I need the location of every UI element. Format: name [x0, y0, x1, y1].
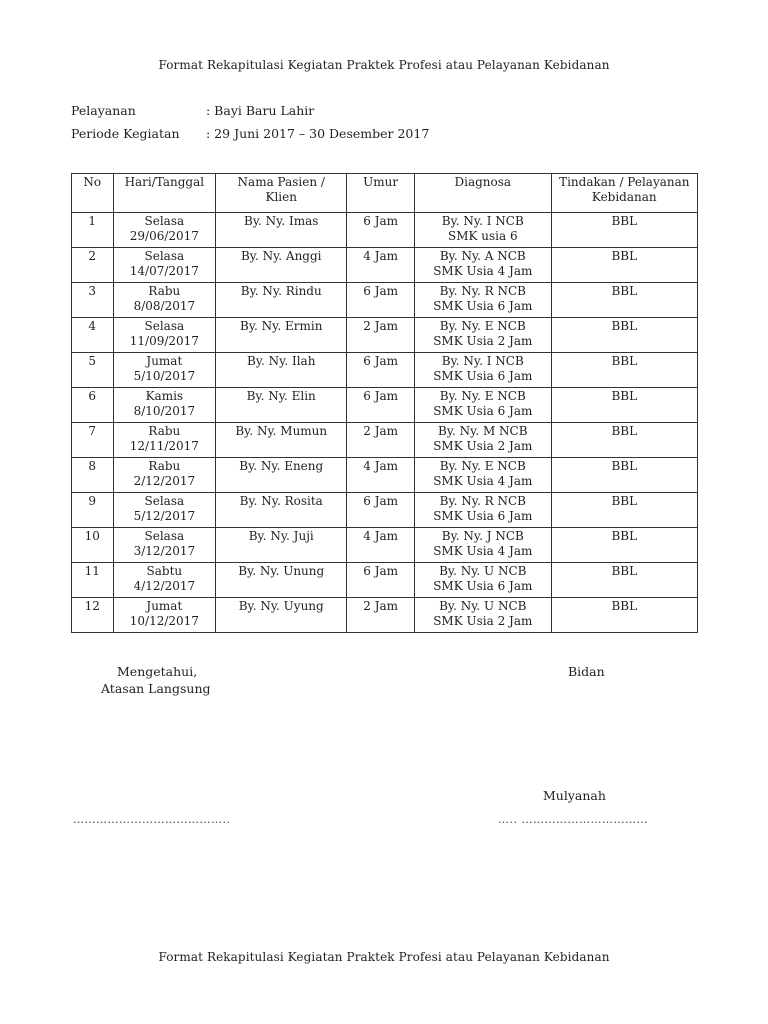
row-nama-pasien: By. Ny. Rosita	[239, 494, 323, 508]
table-cell	[216, 318, 347, 353]
table-cell	[216, 563, 347, 598]
table-cell	[551, 598, 697, 633]
table-row	[72, 563, 698, 598]
row-no: 5	[88, 354, 97, 368]
table-cell	[113, 318, 216, 353]
table-cell	[347, 318, 415, 353]
row-umur: 6 Jam	[363, 389, 399, 403]
row-tanggal: 11/09/2017	[129, 334, 199, 348]
header-nama-line2: Klien	[265, 190, 297, 204]
table-cell	[72, 248, 114, 283]
row-tindakan: BBL	[611, 564, 638, 578]
table-row	[72, 598, 698, 633]
row-diagnosa-line1: By. Ny. R NCB	[439, 494, 526, 508]
row-hari: Selasa	[144, 494, 185, 508]
table-cell	[216, 248, 347, 283]
row-no: 9	[88, 494, 97, 508]
row-no: 12	[84, 599, 100, 613]
table-cell	[551, 353, 697, 388]
row-tindakan: BBL	[611, 599, 638, 613]
row-diagnosa-line1: By. Ny. U NCB	[439, 564, 527, 578]
row-hari: Rabu	[148, 459, 181, 473]
row-nama-pasien: By. Ny. Mumun	[235, 424, 328, 438]
row-nama-pasien: By. Ny. Unung	[238, 564, 325, 578]
row-diagnosa-line2: SMK Usia 2 Jam	[433, 439, 533, 453]
row-no: 2	[88, 249, 97, 263]
header-diagnosa-text: Diagnosa	[454, 175, 512, 189]
table-cell	[347, 563, 415, 598]
footer-title: Format Rekapitulasi Kegiatan Praktek Profesi atau Pelayanan Kebidanan	[158, 950, 610, 964]
header-nama-line1: Nama Pasien /	[237, 175, 325, 189]
row-tindakan: BBL	[611, 354, 638, 368]
bidan-label: Bidan	[568, 664, 605, 679]
row-diagnosa-line2: SMK Usia 6 Jam	[433, 369, 533, 383]
row-hari: Rabu	[148, 424, 181, 438]
row-diagnosa-line1: By. Ny. U NCB	[439, 599, 527, 613]
table-cell	[551, 458, 697, 493]
table-row	[72, 318, 698, 353]
row-tanggal: 3/12/2017	[133, 544, 196, 558]
header-no	[72, 174, 114, 213]
table-cell	[415, 318, 552, 353]
row-tanggal: 12/11/2017	[129, 439, 199, 453]
row-diagnosa-line1: By. Ny. E NCB	[439, 319, 526, 333]
row-nama-pasien: By. Ny. Elin	[246, 389, 316, 403]
table-cell	[551, 213, 697, 248]
table-cell	[72, 388, 114, 423]
row-hari: Selasa	[144, 214, 185, 228]
rekap-table	[71, 173, 698, 633]
table-row	[72, 493, 698, 528]
row-diagnosa-line2: SMK Usia 2 Jam	[433, 334, 533, 348]
header-tindakan-line1: Tindakan / Pelayanan	[559, 175, 690, 189]
table-cell	[216, 353, 347, 388]
table-header-row	[72, 174, 698, 213]
table-row	[72, 388, 698, 423]
row-tindakan: BBL	[611, 284, 638, 298]
table-cell	[415, 493, 552, 528]
row-diagnosa-line1: By. Ny. I NCB	[441, 354, 524, 368]
table-cell	[551, 318, 697, 353]
row-hari: Selasa	[144, 529, 185, 543]
row-nama-pasien: By. Ny. Rindu	[240, 284, 322, 298]
mengetahui-label: Mengetahui,	[117, 664, 198, 679]
row-tindakan: BBL	[611, 424, 638, 438]
row-umur: 2 Jam	[363, 599, 399, 613]
header-umur-text: Umur	[363, 175, 399, 189]
row-umur: 4 Jam	[363, 249, 399, 263]
pelayanan-label: Pelayanan	[71, 103, 136, 118]
row-hari: Rabu	[148, 284, 181, 298]
table-cell	[415, 353, 552, 388]
row-nama-pasien: By. Ny. Uyung	[238, 599, 324, 613]
table-body	[72, 213, 698, 633]
row-diagnosa-line1: By. Ny. M NCB	[438, 424, 528, 438]
table-cell	[551, 283, 697, 318]
table-cell	[415, 248, 552, 283]
row-tindakan: BBL	[611, 214, 638, 228]
row-hari: Selasa	[144, 319, 185, 333]
bidan-name: Mulyanah	[543, 788, 606, 803]
row-hari: Kamis	[145, 389, 184, 403]
row-umur: 6 Jam	[363, 354, 399, 368]
table-cell	[415, 388, 552, 423]
row-umur: 6 Jam	[363, 564, 399, 578]
table-cell	[113, 493, 216, 528]
row-hari: Sabtu	[146, 564, 183, 578]
row-tanggal: 5/12/2017	[133, 509, 196, 523]
row-hari: Selasa	[144, 249, 185, 263]
row-diagnosa-line2: SMK Usia 2 Jam	[433, 614, 533, 628]
header-hari-text: Hari/Tanggal	[124, 175, 205, 189]
table-cell	[216, 528, 347, 563]
table-cell	[415, 423, 552, 458]
row-hari: Jumat	[146, 354, 183, 368]
document-title: Format Rekapitulasi Kegiatan Praktek Profesi atau Pelayanan Kebidanan	[158, 58, 610, 72]
row-tanggal: 14/07/2017	[129, 264, 199, 278]
row-diagnosa-line2: SMK Usia 6 Jam	[433, 299, 533, 313]
table-cell	[72, 598, 114, 633]
table-cell	[72, 563, 114, 598]
row-diagnosa-line2: SMK Usia 6 Jam	[433, 509, 533, 523]
row-diagnosa-line2: SMK Usia 6 Jam	[433, 404, 533, 418]
table-cell	[551, 388, 697, 423]
row-tanggal: 4/12/2017	[133, 579, 196, 593]
row-umur: 6 Jam	[363, 494, 399, 508]
table-cell	[551, 493, 697, 528]
table-cell	[347, 528, 415, 563]
table-cell	[72, 423, 114, 458]
row-hari: Jumat	[146, 599, 183, 613]
row-diagnosa-line1: By. Ny. R NCB	[439, 284, 526, 298]
table-cell	[113, 353, 216, 388]
row-diagnosa-line2: SMK Usia 4 Jam	[433, 474, 533, 488]
row-umur: 4 Jam	[363, 529, 399, 543]
row-nama-pasien: By. Ny. Anggi	[240, 249, 322, 263]
table-cell	[113, 283, 216, 318]
table-row	[72, 283, 698, 318]
row-tanggal: 2/12/2017	[133, 474, 196, 488]
row-diagnosa-line2: SMK Usia 6 Jam	[433, 579, 533, 593]
row-tindakan: BBL	[611, 459, 638, 473]
table-cell	[72, 318, 114, 353]
table-cell	[72, 528, 114, 563]
table-cell	[551, 248, 697, 283]
table-cell	[113, 423, 216, 458]
table-cell	[113, 598, 216, 633]
table-cell	[113, 563, 216, 598]
header-diagnosa	[415, 174, 552, 213]
row-diagnosa-line2: SMK Usia 4 Jam	[433, 264, 533, 278]
row-tanggal: 8/10/2017	[133, 404, 196, 418]
table-cell	[415, 598, 552, 633]
row-nama-pasien: By. Ny. Eneng	[239, 459, 324, 473]
row-no: 4	[88, 319, 97, 333]
row-umur: 2 Jam	[363, 424, 399, 438]
table-cell	[113, 213, 216, 248]
table-cell	[347, 598, 415, 633]
header-no-text: No	[83, 175, 102, 189]
row-diagnosa-line1: By. Ny. E NCB	[439, 389, 526, 403]
table-cell	[216, 598, 347, 633]
periode-label: Periode Kegiatan	[71, 126, 180, 141]
table-row	[72, 423, 698, 458]
table-cell	[551, 528, 697, 563]
table-cell	[216, 458, 347, 493]
table-cell	[72, 213, 114, 248]
row-diagnosa-line2: SMK Usia 4 Jam	[433, 544, 533, 558]
row-nama-pasien: By. Ny. Ermin	[240, 319, 323, 333]
table-row	[72, 248, 698, 283]
row-no: 8	[88, 459, 97, 473]
row-tindakan: BBL	[611, 389, 638, 403]
signature-line-left: …………………………………..	[73, 813, 231, 826]
row-no: 3	[88, 284, 97, 298]
table-cell	[347, 458, 415, 493]
table-cell	[216, 213, 347, 248]
row-tanggal: 5/10/2017	[133, 369, 196, 383]
table-row	[72, 458, 698, 493]
table-cell	[113, 388, 216, 423]
table-cell	[415, 563, 552, 598]
row-no: 6	[88, 389, 97, 403]
table-cell	[72, 353, 114, 388]
row-tindakan: BBL	[611, 249, 638, 263]
pelayanan-value: : Bayi Baru Lahir	[206, 103, 315, 118]
table-cell	[347, 213, 415, 248]
table-cell	[415, 528, 552, 563]
row-tanggal: 8/08/2017	[133, 299, 196, 313]
row-diagnosa-line1: By. Ny. A NCB	[439, 249, 526, 263]
table-row	[72, 353, 698, 388]
row-diagnosa-line1: By. Ny. E NCB	[439, 459, 526, 473]
header-tindakan-line2: Kebidanan	[591, 190, 657, 204]
table-cell	[415, 458, 552, 493]
row-tindakan: BBL	[611, 319, 638, 333]
table-cell	[113, 248, 216, 283]
table-cell	[72, 458, 114, 493]
atasan-langsung-label: Atasan Langsung	[101, 681, 211, 696]
table-row	[72, 213, 698, 248]
table-cell	[347, 353, 415, 388]
table-cell	[551, 423, 697, 458]
table-cell	[415, 213, 552, 248]
row-no: 11	[84, 564, 100, 578]
table-cell	[72, 283, 114, 318]
table-cell	[415, 283, 552, 318]
table-cell	[347, 283, 415, 318]
row-umur: 6 Jam	[363, 214, 399, 228]
table-cell	[216, 493, 347, 528]
row-no: 10	[84, 529, 100, 543]
signature-line-right: ….. ……………………………	[498, 813, 648, 826]
row-nama-pasien: By. Ny. Imas	[244, 214, 319, 228]
table-cell	[347, 423, 415, 458]
table-cell	[216, 388, 347, 423]
row-tanggal: 10/12/2017	[129, 614, 199, 628]
row-nama-pasien: By. Ny. Ilah	[247, 354, 316, 368]
row-umur: 4 Jam	[363, 459, 399, 473]
row-diagnosa-line1: By. Ny. J NCB	[441, 529, 524, 543]
table-cell	[551, 563, 697, 598]
table-cell	[216, 423, 347, 458]
table-cell	[113, 458, 216, 493]
table-row	[72, 528, 698, 563]
row-umur: 2 Jam	[363, 319, 399, 333]
table-cell	[347, 388, 415, 423]
periode-value: : 29 Juni 2017 – 30 Desember 2017	[206, 126, 430, 141]
table-cell	[347, 493, 415, 528]
header-nama-pasien	[216, 174, 347, 213]
row-tindakan: BBL	[611, 529, 638, 543]
table-cell	[72, 493, 114, 528]
row-diagnosa-line1: By. Ny. I NCB	[441, 214, 524, 228]
row-umur: 6 Jam	[363, 284, 399, 298]
table-cell	[113, 528, 216, 563]
row-diagnosa-line2: SMK usia 6	[447, 229, 518, 243]
row-no: 1	[88, 214, 97, 228]
row-no: 7	[88, 424, 97, 438]
header-tindakan	[551, 174, 697, 213]
row-tindakan: BBL	[611, 494, 638, 508]
row-nama-pasien: By. Ny. Juji	[248, 529, 314, 543]
header-hari-tanggal	[113, 174, 216, 213]
header-umur	[347, 174, 415, 213]
table-cell	[347, 248, 415, 283]
row-tanggal: 29/06/2017	[129, 229, 199, 243]
table-cell	[216, 283, 347, 318]
